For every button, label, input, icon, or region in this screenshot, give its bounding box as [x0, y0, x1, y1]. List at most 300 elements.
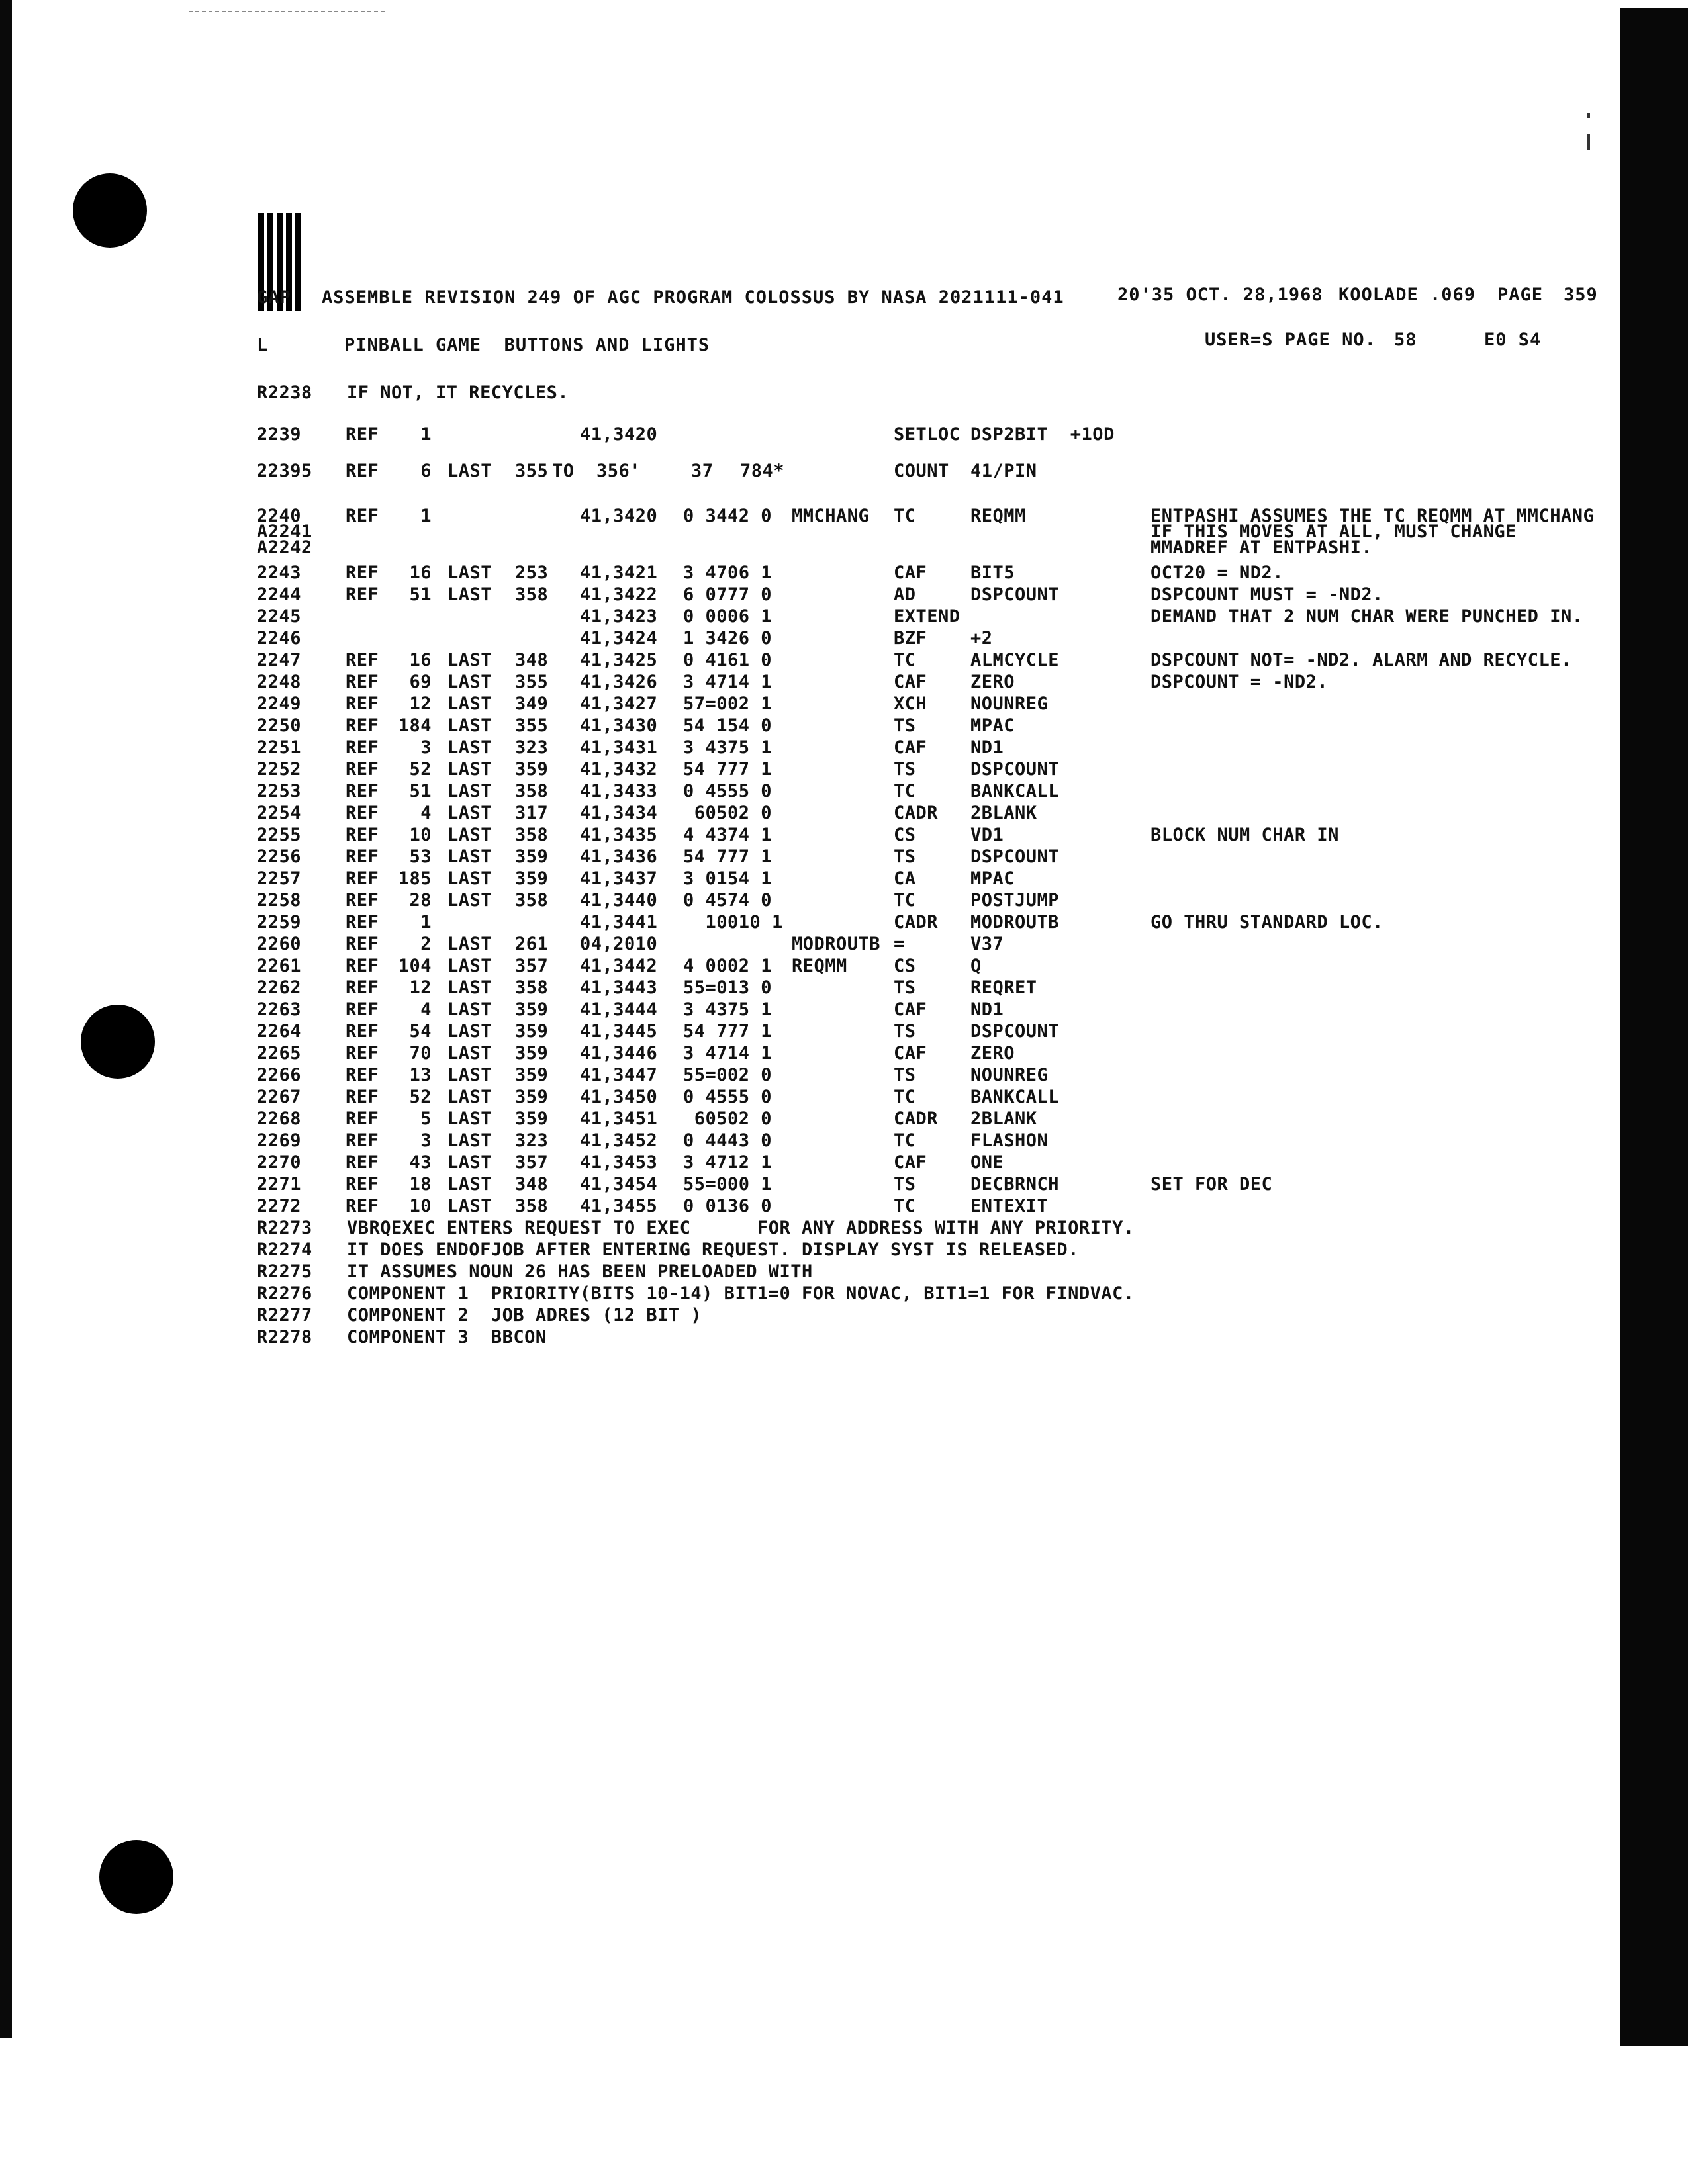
row-cnt: 51 — [409, 584, 432, 605]
row-last: LAST — [447, 1043, 492, 1064]
row-last: LAST — [447, 803, 492, 823]
listing-row — [0, 1261, 1622, 1284]
row-page: 359 — [515, 759, 549, 780]
row-addr: 41,3453 — [580, 1152, 658, 1173]
row-addr: 41,3446 — [580, 1043, 658, 1064]
row-operand: MODROUTB — [970, 912, 1060, 933]
row-oct: 6 0777 0 — [683, 584, 773, 605]
row-ref: REF — [346, 1152, 379, 1173]
row-rem: IT ASSUMES NOUN 26 HAS BEEN PRELOADED WITH — [347, 1261, 813, 1282]
row-oct: 0 3442 0 — [683, 506, 773, 526]
listing-row — [0, 563, 1622, 585]
row-num: 2256 — [257, 846, 302, 867]
row-operand: BANKCALL — [970, 781, 1060, 801]
row-ref: REF — [346, 715, 379, 736]
row-ref: REF — [346, 1109, 379, 1129]
row-page: 359 — [515, 999, 549, 1020]
row-val: 784* — [740, 461, 785, 481]
row-addr: 04,2010 — [580, 934, 658, 954]
row-num: 2254 — [257, 803, 302, 823]
row-cnt: 16 — [409, 650, 432, 670]
row-num: R2274 — [257, 1240, 312, 1260]
row-addr: 41,3420 — [580, 424, 658, 445]
row-num: 2250 — [257, 715, 302, 736]
row-op: CAF — [894, 563, 927, 583]
row-op: TC — [894, 650, 916, 670]
row-op: SETLOC — [894, 424, 961, 445]
row-cnt: 2 — [420, 934, 432, 954]
row-operand: 2BLANK — [970, 803, 1037, 823]
row-num: 2260 — [257, 934, 302, 954]
row-num: 2270 — [257, 1152, 302, 1173]
row-num: 2263 — [257, 999, 302, 1020]
row-num: R2278 — [257, 1327, 312, 1347]
row-last: LAST — [447, 1021, 492, 1042]
row-oct: 0 0006 1 — [683, 606, 773, 627]
row-op: TC — [894, 1087, 916, 1107]
row-num: 2259 — [257, 912, 302, 933]
row-cnt: 69 — [409, 672, 432, 692]
row-addr: 41,3452 — [580, 1130, 658, 1151]
row-num: 2265 — [257, 1043, 302, 1064]
listing-row — [0, 1152, 1622, 1175]
row-operand: V37 — [970, 934, 1004, 954]
row-last: LAST — [447, 868, 492, 889]
listing-row — [0, 1065, 1622, 1087]
row-operand: ALMCYCLE — [970, 650, 1060, 670]
row-num: 2252 — [257, 759, 302, 780]
listing-row — [0, 650, 1622, 672]
row-rem: COMPONENT 3 BBCON — [347, 1327, 547, 1347]
row-oct: 60502 0 — [683, 1109, 773, 1129]
row-ref: REF — [346, 424, 379, 445]
row-ref: REF — [346, 737, 379, 758]
row-oct: 54 777 1 — [683, 1021, 773, 1042]
row-cnt: 54 — [409, 1021, 432, 1042]
scan-artifact-line — [189, 11, 387, 12]
row-num: 2258 — [257, 890, 302, 911]
row-num: 22395 — [257, 461, 312, 481]
row-oct: 0 4574 0 — [683, 890, 773, 911]
row-cnt: 18 — [409, 1174, 432, 1195]
section-code: E0 S4 — [1484, 330, 1542, 350]
assembly-title: ASSEMBLE REVISION 249 OF AGC PROGRAM COLOSSUS BY NASA 2021111-041 — [322, 287, 1064, 308]
listing-row — [0, 672, 1622, 694]
timestamp: 20'35 OCT. 28,1968 — [1117, 285, 1323, 305]
row-operand: DSPCOUNT — [970, 846, 1060, 867]
row-op: CS — [894, 956, 916, 976]
row-cnt: 51 — [409, 781, 432, 801]
row-ref: REF — [346, 912, 379, 933]
row-op: TC — [894, 781, 916, 801]
row-last: LAST — [447, 956, 492, 976]
row-oct: 3 4375 1 — [683, 737, 773, 758]
row-last: LAST — [447, 825, 492, 845]
row-last: LAST — [447, 781, 492, 801]
row-page: 355 — [515, 715, 549, 736]
row-comment: GO THRU STANDARD LOC. — [1150, 912, 1383, 933]
row-operand: FLASHON — [970, 1130, 1049, 1151]
row-num: 2243 — [257, 563, 302, 583]
row-ref: REF — [346, 1087, 379, 1107]
row-op: CAF — [894, 999, 927, 1020]
scan-speck — [1587, 113, 1590, 118]
row-ref: REF — [346, 650, 379, 670]
row-last: LAST — [447, 890, 492, 911]
row-ref: REF — [346, 956, 379, 976]
row-comment: OCT20 = ND2. — [1150, 563, 1284, 583]
row-cnt: 16 — [409, 563, 432, 583]
row-oct: 0 4555 0 — [683, 781, 773, 801]
listing-row — [0, 1087, 1622, 1109]
user-page-label: USER=S PAGE NO. — [1205, 330, 1376, 350]
row-ref: REF — [346, 999, 379, 1020]
row-oct: 55=000 1 — [683, 1174, 773, 1195]
row-num: R2276 — [257, 1283, 312, 1304]
row-operand: ENTEXIT — [970, 1196, 1049, 1216]
row-operand: 41/PIN — [970, 461, 1037, 481]
row-num: 2249 — [257, 694, 302, 714]
row-operand: DECBRNCH — [970, 1174, 1060, 1195]
row-ref: REF — [346, 1196, 379, 1216]
row-oct: 3 4706 1 — [683, 563, 773, 583]
row-comment: SET FOR DEC — [1150, 1174, 1273, 1195]
row-op: CA — [894, 868, 916, 889]
row-num: R2275 — [257, 1261, 312, 1282]
row-op: COUNT — [894, 461, 949, 481]
row-page: 348 — [515, 650, 549, 670]
row-addr: 41,3447 — [580, 1065, 658, 1085]
row-operand: DSPCOUNT — [970, 1021, 1060, 1042]
row-num: 2245 — [257, 606, 302, 627]
row-last: LAST — [447, 1065, 492, 1085]
row-last: LAST — [447, 672, 492, 692]
row-operand: REQMM — [970, 506, 1026, 526]
row-last: LAST — [447, 1174, 492, 1195]
row-operand: DSPCOUNT — [970, 759, 1060, 780]
listing-row — [0, 825, 1622, 847]
row-addr: 41,3430 — [580, 715, 658, 736]
row-num: 2267 — [257, 1087, 302, 1107]
row-num: 2253 — [257, 781, 302, 801]
row-cnt: 3 — [420, 737, 432, 758]
row-ref: REF — [346, 934, 379, 954]
row-oct: 0 4555 0 — [683, 1087, 773, 1107]
row-operand: ZERO — [970, 1043, 1015, 1064]
row-last: LAST — [447, 1152, 492, 1173]
row-op: CAF — [894, 1152, 927, 1173]
row-last: LAST — [447, 1109, 492, 1129]
row-label: MMCHANG — [792, 506, 870, 526]
row-ref: REF — [346, 694, 379, 714]
row-addr: 41,3435 — [580, 825, 658, 845]
row-addr: 41,3422 — [580, 584, 658, 605]
row-operand: DSP2BIT +1OD — [970, 424, 1115, 445]
row-oct: 3 4712 1 — [683, 1152, 773, 1173]
row-cnt: 12 — [409, 978, 432, 998]
scan-edge-right — [1620, 8, 1688, 2046]
row-op: CS — [894, 825, 916, 845]
row-ref: REF — [346, 1130, 379, 1151]
row-addr: 41,3451 — [580, 1109, 658, 1129]
listing-row — [0, 1109, 1622, 1131]
row-addr: 41,3450 — [580, 1087, 658, 1107]
row-comment: BLOCK NUM CHAR IN — [1150, 825, 1339, 845]
row-page: 323 — [515, 737, 549, 758]
row-comment: DSPCOUNT = -ND2. — [1150, 672, 1329, 692]
row-ref: REF — [346, 781, 379, 801]
listing-row — [0, 1305, 1622, 1328]
row-op: TS — [894, 1021, 916, 1042]
row-cnt: 1 — [420, 424, 432, 445]
row-op: TC — [894, 1196, 916, 1216]
row-last: LAST — [447, 1087, 492, 1107]
listing-row — [0, 606, 1622, 629]
row-page: 261 — [515, 934, 549, 954]
listing-row — [0, 1174, 1622, 1197]
row-op: TC — [894, 890, 916, 911]
row-oct: 55=002 0 — [683, 1065, 773, 1085]
row-page: 359 — [515, 1021, 549, 1042]
row-op: TS — [894, 759, 916, 780]
level-mark: L — [257, 335, 269, 355]
row-comment: DSPCOUNT MUST = -ND2. — [1150, 584, 1383, 605]
row-rem: IT DOES ENDOFJOB AFTER ENTERING REQUEST. DISPLAY SYST IS RELEASED. — [347, 1240, 1079, 1260]
listing-row — [0, 537, 1622, 560]
row-last: LAST — [447, 737, 492, 758]
row-operand: Q — [970, 956, 982, 976]
row-oct: 54 777 1 — [683, 846, 773, 867]
row-addr: 41,3445 — [580, 1021, 658, 1042]
row-operand: NOUNREG — [970, 694, 1049, 714]
row-ref: REF — [346, 563, 379, 583]
row-page: 358 — [515, 781, 549, 801]
row-page: 253 — [515, 563, 549, 583]
row-ref: REF — [346, 1021, 379, 1042]
row-num: 2240 — [257, 506, 302, 526]
row-to: TO 356' — [552, 461, 641, 481]
row-page: 358 — [515, 584, 549, 605]
row-addr: 41,3442 — [580, 956, 658, 976]
row-ref: REF — [346, 1174, 379, 1195]
row-addr: 41,3423 — [580, 606, 658, 627]
row-last: LAST — [447, 461, 492, 481]
row-comment: ENTPASHI ASSUMES THE TC REQMM AT MMCHANG — [1150, 506, 1595, 526]
row-cnt: 52 — [409, 1087, 432, 1107]
listing-row — [0, 868, 1622, 891]
row-op: BZF — [894, 628, 927, 649]
row-cnt: 28 — [409, 890, 432, 911]
listing-row — [0, 584, 1622, 607]
row-num: A2241 — [257, 522, 312, 542]
row-num: 2269 — [257, 1130, 302, 1151]
listing-row — [0, 781, 1622, 803]
listing-row — [0, 461, 1622, 483]
listing-row — [0, 1130, 1622, 1153]
row-operand: REQRET — [970, 978, 1037, 998]
row-num: 2264 — [257, 1021, 302, 1042]
row-num: 2255 — [257, 825, 302, 845]
row-oct: 3 0154 1 — [683, 868, 773, 889]
row-oct: 4 4374 1 — [683, 825, 773, 845]
row-last: LAST — [447, 999, 492, 1020]
row-op: TC — [894, 506, 916, 526]
row-num: 2239 — [257, 424, 302, 445]
user-page-number: 58 — [1394, 330, 1417, 350]
row-addr: 41,3441 — [580, 912, 658, 933]
row-cnt: 12 — [409, 694, 432, 714]
row-last: LAST — [447, 1196, 492, 1216]
row-op: CADR — [894, 1109, 939, 1129]
row-num: 2268 — [257, 1109, 302, 1129]
listing-row — [0, 1327, 1622, 1349]
row-addr: 41,3425 — [580, 650, 658, 670]
row-cnt: 1 — [420, 506, 432, 526]
row-page: 357 — [515, 956, 549, 976]
row-cnt: 52 — [409, 759, 432, 780]
row-cnt: 70 — [409, 1043, 432, 1064]
row-page: 359 — [515, 1087, 549, 1107]
row-num: 2272 — [257, 1196, 302, 1216]
row-addr: 41,3440 — [580, 890, 658, 911]
row-num: R2238 — [257, 383, 312, 403]
row-page: 357 — [515, 1152, 549, 1173]
row-num: 2271 — [257, 1174, 302, 1195]
row-comment: DSPCOUNT NOT= -ND2. ALARM AND RECYCLE. — [1150, 650, 1572, 670]
row-page: 359 — [515, 1043, 549, 1064]
scan-speck — [1587, 134, 1590, 150]
listing-row — [0, 694, 1622, 716]
row-num: 2247 — [257, 650, 302, 670]
row-operand: ONE — [970, 1152, 1004, 1173]
row-operand: 2BLANK — [970, 1109, 1037, 1129]
row-comment: DEMAND THAT 2 NUM CHAR WERE PUNCHED IN. — [1150, 606, 1583, 627]
row-addr: 41,3434 — [580, 803, 658, 823]
row-oct: 3 4714 1 — [683, 1043, 773, 1064]
row-operand: +2 — [970, 628, 993, 649]
row-last: LAST — [447, 563, 492, 583]
row-last: LAST — [447, 694, 492, 714]
row-page: 355 — [515, 461, 549, 481]
row-addr: 41,3420 — [580, 506, 658, 526]
row-cnt: 10 — [409, 825, 432, 845]
row-page: 359 — [515, 868, 549, 889]
row-operand: BIT5 — [970, 563, 1015, 583]
row-ref: REF — [346, 868, 379, 889]
row-oct: 37 — [691, 461, 714, 481]
row-oct: 54 154 0 — [683, 715, 773, 736]
listing-row — [0, 890, 1622, 913]
row-num: 2244 — [257, 584, 302, 605]
row-op: XCH — [894, 694, 927, 714]
row-op: TS — [894, 715, 916, 736]
row-ref: REF — [346, 846, 379, 867]
row-op: TS — [894, 978, 916, 998]
row-addr: 41,3427 — [580, 694, 658, 714]
row-last: LAST — [447, 934, 492, 954]
listing-row — [0, 715, 1622, 738]
row-operand: POSTJUMP — [970, 890, 1060, 911]
row-label: MODROUTB — [792, 934, 881, 954]
row-op: CADR — [894, 803, 939, 823]
row-ref: REF — [346, 890, 379, 911]
row-ref: REF — [346, 1043, 379, 1064]
row-op: CAF — [894, 1043, 927, 1064]
row-cnt: 184 — [398, 715, 432, 736]
row-last: LAST — [447, 759, 492, 780]
row-operand: DSPCOUNT — [970, 584, 1060, 605]
row-last: LAST — [447, 650, 492, 670]
row-operand: MPAC — [970, 868, 1015, 889]
row-last: LAST — [447, 1130, 492, 1151]
row-op: TS — [894, 1065, 916, 1085]
row-oct: 54 777 1 — [683, 759, 773, 780]
row-last: LAST — [447, 584, 492, 605]
row-cnt: 6 — [420, 461, 432, 481]
row-addr: 41,3432 — [580, 759, 658, 780]
row-cnt: 185 — [398, 868, 432, 889]
row-ref: REF — [346, 978, 379, 998]
row-num: 2251 — [257, 737, 302, 758]
row-op: AD — [894, 584, 916, 605]
row-ref: REF — [346, 461, 379, 481]
row-oct: 3 4375 1 — [683, 999, 773, 1020]
row-page: 358 — [515, 978, 549, 998]
row-op: EXTEND — [894, 606, 961, 627]
listing-row — [0, 1043, 1622, 1066]
row-cnt: 13 — [409, 1065, 432, 1085]
row-operand: ND1 — [970, 737, 1004, 758]
row-operand: NOUNREG — [970, 1065, 1049, 1085]
row-page: 355 — [515, 672, 549, 692]
row-addr: 41,3437 — [580, 868, 658, 889]
row-num: 2248 — [257, 672, 302, 692]
row-page: 317 — [515, 803, 549, 823]
row-ref: REF — [346, 759, 379, 780]
row-page: 358 — [515, 1196, 549, 1216]
row-cnt: 43 — [409, 1152, 432, 1173]
row-oct: 60502 0 — [683, 803, 773, 823]
row-cnt: 10 — [409, 1196, 432, 1216]
row-cnt: 1 — [420, 912, 432, 933]
row-page: 323 — [515, 1130, 549, 1151]
row-op: CAF — [894, 672, 927, 692]
row-rem: COMPONENT 2 JOB ADRES (12 BIT ) — [347, 1305, 702, 1326]
listing-row — [0, 737, 1622, 760]
row-operand: BANKCALL — [970, 1087, 1060, 1107]
row-oct: 10010 1 — [683, 912, 783, 933]
listing-row — [0, 1218, 1622, 1240]
row-ref: REF — [346, 825, 379, 845]
row-last: LAST — [447, 978, 492, 998]
punch-hole — [99, 1840, 173, 1914]
row-addr: 41,3454 — [580, 1174, 658, 1195]
row-comment: IF THIS MOVES AT ALL, MUST CHANGE — [1150, 522, 1517, 542]
listing-row — [0, 803, 1622, 825]
listing-row — [0, 912, 1622, 934]
row-op: TC — [894, 1130, 916, 1151]
row-oct: 57=002 1 — [683, 694, 773, 714]
row-rem: VBRQEXEC ENTERS REQUEST TO EXEC FOR ANY ADDRESS WITH ANY PRIORITY. — [347, 1218, 1135, 1238]
row-page: 359 — [515, 1109, 549, 1129]
row-operand: MPAC — [970, 715, 1015, 736]
row-cnt: 5 — [420, 1109, 432, 1129]
row-addr: 41,3431 — [580, 737, 658, 758]
row-label: REQMM — [792, 956, 847, 976]
row-page: 349 — [515, 694, 549, 714]
listing-row — [0, 1283, 1622, 1306]
listing-row — [0, 628, 1622, 651]
